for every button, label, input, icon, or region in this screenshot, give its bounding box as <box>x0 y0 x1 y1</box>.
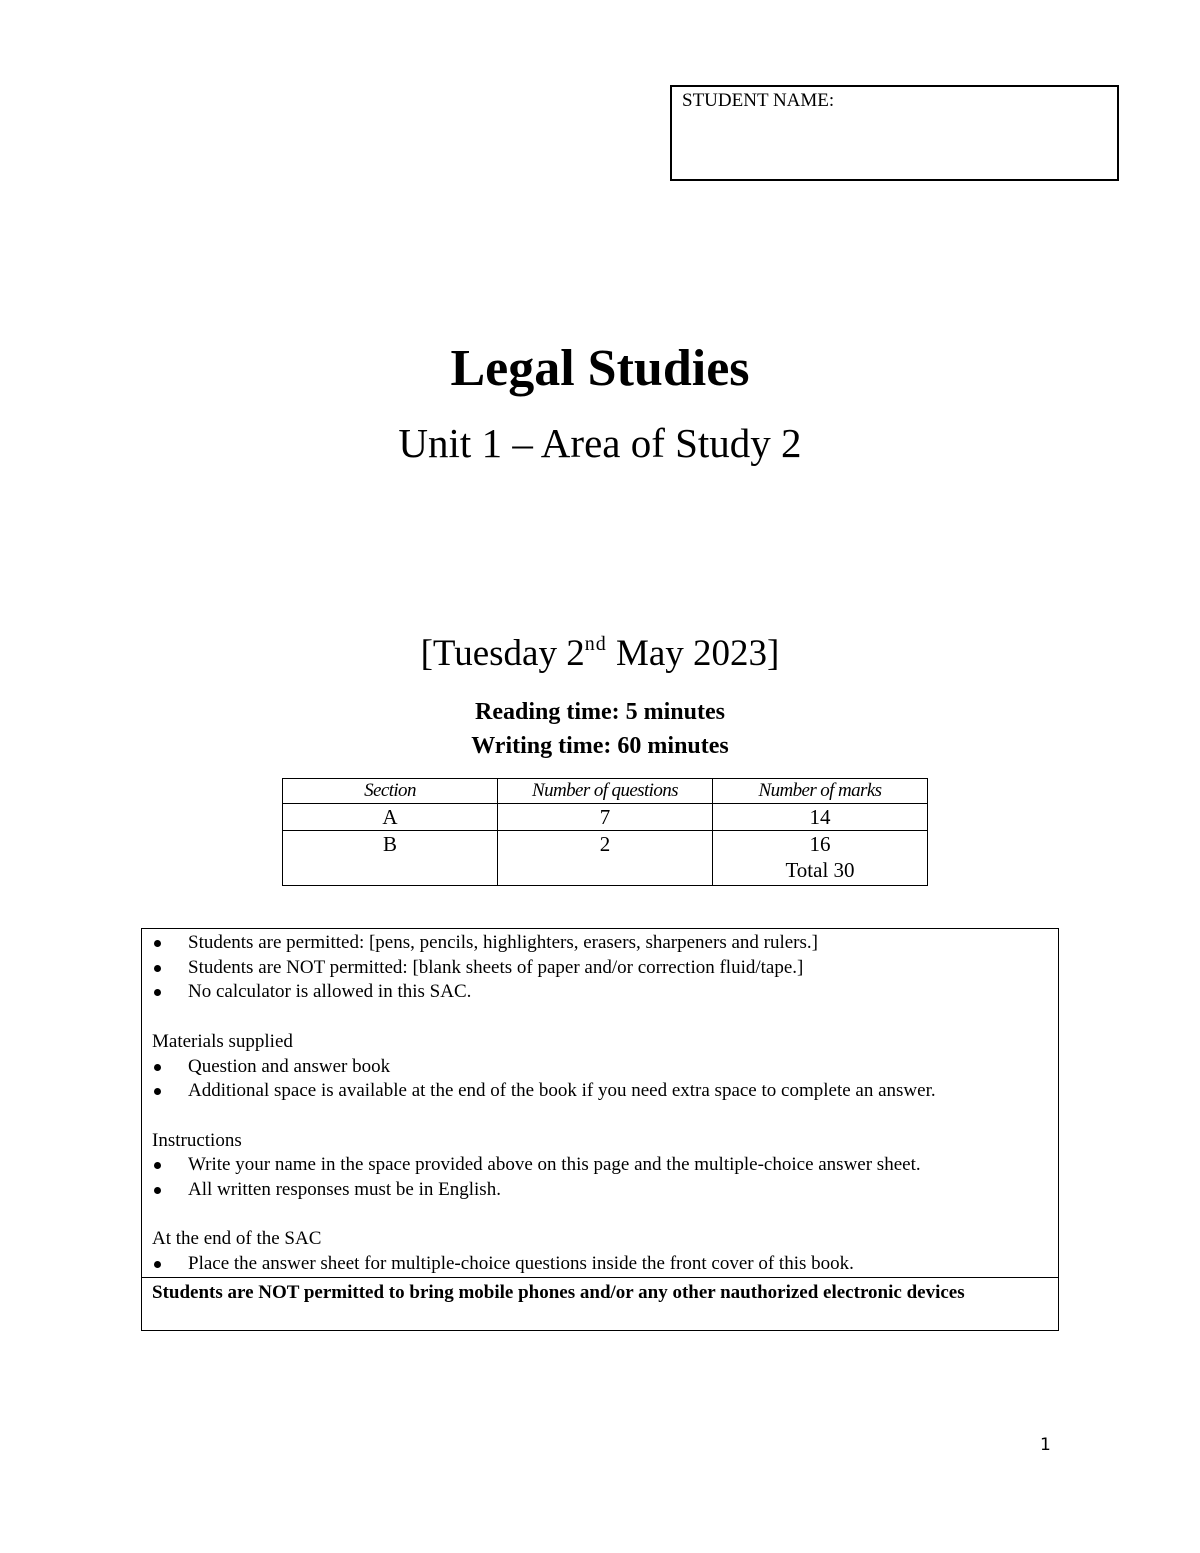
exam-date <box>0 630 1200 678</box>
header-section: Section <box>283 779 498 804</box>
end-of-sac-heading: At the end of the SAC <box>152 1228 322 1250</box>
end-of-sac-list <box>152 1252 1048 1277</box>
header-marks: Number of marks <box>713 779 928 804</box>
student-name-box <box>670 85 1119 181</box>
list-item: Students are permitted: [pens, pencils, highlighters, erasers, sharpeners and rulers.] <box>152 931 1048 956</box>
student-name-label: STUDENT NAME: <box>682 90 835 111</box>
total-marks: Total 30 <box>785 858 855 882</box>
materials-list <box>152 1055 1048 1104</box>
instructions-box <box>141 928 1059 1331</box>
page-number: 1 <box>1040 1435 1051 1455</box>
table-row <box>283 804 928 831</box>
document-title: Legal Studies <box>450 340 750 397</box>
date-ordinal: nd <box>584 633 607 655</box>
rules-list <box>152 931 1048 1005</box>
date-rest: May 2023] <box>606 633 780 674</box>
cell-marks: 14 <box>713 804 928 831</box>
materials-heading: Materials supplied <box>152 1030 293 1052</box>
list-item: Students are NOT permitted: [blank sheets of paper and/or correction fluid/tape.] <box>152 956 1048 981</box>
list-item: Place the answer sheet for multiple-choice questions inside the front cover of this book. <box>152 1252 1048 1277</box>
instructions-heading: Instructions <box>152 1129 242 1151</box>
header-questions: Number of questions <box>498 779 713 804</box>
cell-questions: 7 <box>498 804 713 831</box>
document-subtitle: Unit 1 – Area of Study 2 <box>398 420 802 466</box>
cell-section: B <box>283 831 498 886</box>
cell-section: A <box>283 804 498 831</box>
reading-time: Reading time: 5 minutes <box>475 699 725 725</box>
cell-marks-with-total <box>713 831 928 886</box>
cell-marks: 16 <box>809 832 831 856</box>
list-item: Additional space is available at the end of the book if you need extra space to complete an answer. <box>152 1079 1048 1104</box>
list-item: All written responses must be in English. <box>152 1178 1048 1203</box>
list-item: Write your name in the space provided above on this page and the multiple-choice answer sheet. <box>152 1153 1048 1178</box>
mobile-phone-warning: Students are NOT permitted to bring mobile phones and/or any other nauthorized electronic devices <box>142 1277 1058 1330</box>
date-prefix: [Tuesday 2 <box>420 633 585 674</box>
writing-time: Writing time: 60 minutes <box>471 733 729 759</box>
table-row <box>283 831 928 886</box>
marks-table <box>282 778 928 886</box>
cell-questions: 2 <box>498 831 713 886</box>
list-item: Question and answer book <box>152 1055 1048 1080</box>
instructions-list <box>152 1153 1048 1202</box>
list-item: No calculator is allowed in this SAC. <box>152 980 1048 1005</box>
table-header-row <box>283 779 928 804</box>
